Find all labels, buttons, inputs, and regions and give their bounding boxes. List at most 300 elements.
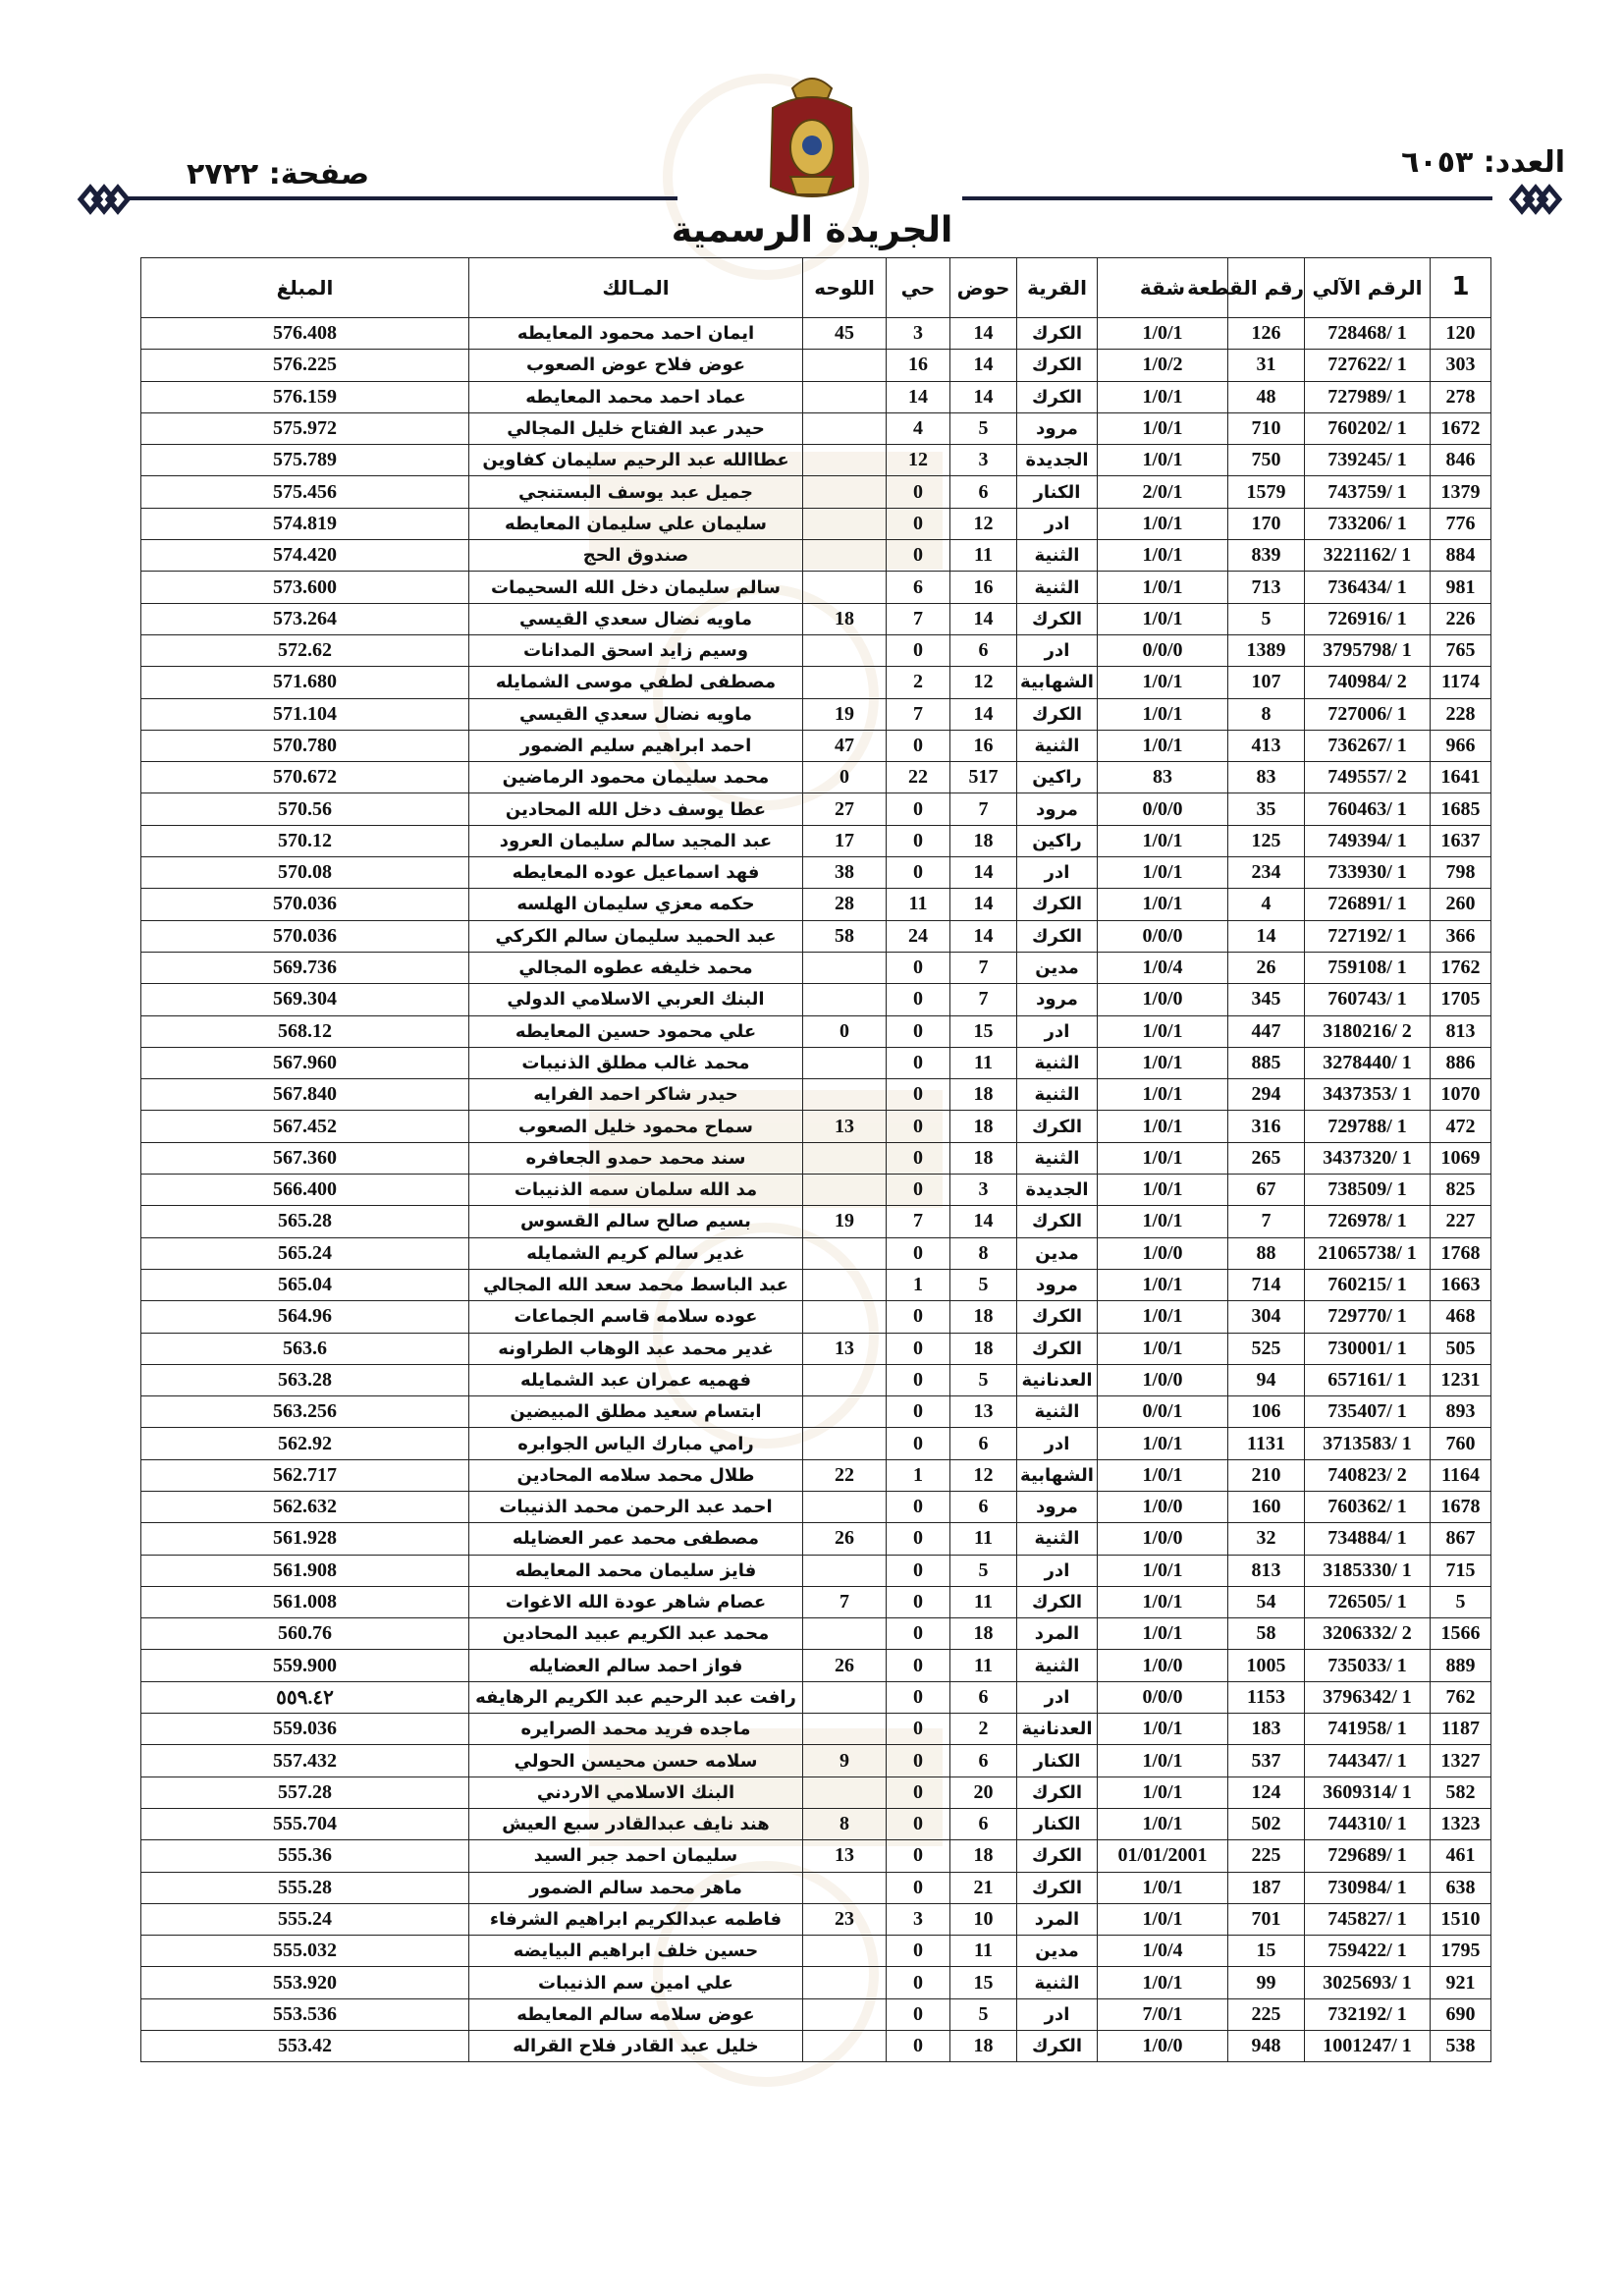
cell-plate: 23 — [803, 1903, 887, 1935]
cell-row-index: 776 — [1431, 508, 1491, 539]
cell-owner: فهد اسماعيل عوده المعايطه — [469, 857, 803, 889]
cell-apartment: 1/0/1 — [1098, 540, 1228, 572]
cell-basin: 6 — [950, 1808, 1017, 1839]
cell-basin: 15 — [950, 1967, 1017, 1998]
cell-village: ادر — [1017, 1428, 1098, 1459]
cell-village: الجديدة — [1017, 1175, 1098, 1206]
cell-amount: 562.717 — [141, 1459, 469, 1491]
cell-apartment: 1/0/2 — [1098, 350, 1228, 381]
cell-basin: 12 — [950, 508, 1017, 539]
table-row — [141, 730, 1491, 761]
cell-parcel-number: 14 — [1228, 920, 1305, 952]
cell-amount: 555.704 — [141, 1808, 469, 1839]
cell-district: 0 — [887, 1650, 950, 1681]
cell-parcel-number: 701 — [1228, 1903, 1305, 1935]
cell-plate — [803, 1301, 887, 1333]
cell-plate: 0 — [803, 1015, 887, 1047]
cell-auto-number: 1 /727006 — [1305, 698, 1431, 730]
cell-district: 0 — [887, 476, 950, 508]
cell-plate — [803, 952, 887, 983]
table-row — [141, 476, 1491, 508]
cell-apartment: 1/0/1 — [1098, 381, 1228, 412]
cell-district: 0 — [887, 1237, 950, 1269]
cell-plate — [803, 1872, 887, 1903]
cell-plate — [803, 476, 887, 508]
cell-auto-number: 2 /3206332 — [1305, 1618, 1431, 1650]
cell-auto-number: 1 /726891 — [1305, 889, 1431, 920]
cell-auto-number: 1 /738509 — [1305, 1175, 1431, 1206]
cell-amount: 573.600 — [141, 572, 469, 603]
cell-owner: غدير محمد عبد الوهاب الطراونه — [469, 1333, 803, 1364]
cell-plate — [803, 1618, 887, 1650]
cell-apartment: 1/0/1 — [1098, 1872, 1228, 1903]
table-row — [141, 1079, 1491, 1111]
table-row — [141, 572, 1491, 603]
cell-apartment: 1/0/1 — [1098, 698, 1228, 730]
cell-parcel-number: 8 — [1228, 698, 1305, 730]
cell-district: 12 — [887, 445, 950, 476]
cell-apartment: 1/0/1 — [1098, 572, 1228, 603]
cell-basin: 5 — [950, 1998, 1017, 2030]
cell-village: الثنية — [1017, 1967, 1098, 1998]
table-row — [141, 793, 1491, 825]
cell-district: 0 — [887, 1333, 950, 1364]
cell-basin: 21 — [950, 1872, 1017, 1903]
cell-parcel-number: 99 — [1228, 1967, 1305, 1998]
cell-plate — [803, 1396, 887, 1428]
cell-district: 3 — [887, 1903, 950, 1935]
cell-owner: عبد المجيد سالم سليمان العرود — [469, 825, 803, 856]
table-row — [141, 1523, 1491, 1555]
cell-village: الكرك — [1017, 350, 1098, 381]
cell-district: 0 — [887, 952, 950, 983]
cell-basin: 6 — [950, 476, 1017, 508]
cell-row-index: 825 — [1431, 1175, 1491, 1206]
cell-apartment: 1/0/0 — [1098, 1237, 1228, 1269]
cell-owner: فاطمه عبدالكريم ابراهيم الشرفاء — [469, 1903, 803, 1935]
cell-basin: 14 — [950, 350, 1017, 381]
cell-parcel-number: 1579 — [1228, 476, 1305, 508]
cell-owner: مصطفى لطفي موسى الشمايله — [469, 667, 803, 698]
cell-owner: رافت عبد الرحيم عبد الكريم الرهايفه — [469, 1681, 803, 1713]
cell-parcel-number: 813 — [1228, 1555, 1305, 1586]
cell-village: الشهابية — [1017, 667, 1098, 698]
cell-owner: مصطفى محمد عمر العضايله — [469, 1523, 803, 1555]
cell-amount: 573.264 — [141, 603, 469, 634]
cell-auto-number: 1 /730984 — [1305, 1872, 1431, 1903]
cell-owner: ابتسام سعيد مطلق المبيضين — [469, 1396, 803, 1428]
cell-apartment: 1/0/1 — [1098, 730, 1228, 761]
cell-parcel-number: 160 — [1228, 1491, 1305, 1522]
cell-amount: 576.408 — [141, 318, 469, 350]
table-row — [141, 412, 1491, 444]
cell-parcel-number: 345 — [1228, 984, 1305, 1015]
cell-auto-number: 1 /726916 — [1305, 603, 1431, 634]
cell-apartment: 1/0/0 — [1098, 1364, 1228, 1395]
cell-plate — [803, 1714, 887, 1745]
cell-amount: 563.6 — [141, 1333, 469, 1364]
cell-auto-number: 1 /3185330 — [1305, 1555, 1431, 1586]
cell-amount: 566.400 — [141, 1175, 469, 1206]
cell-parcel-number: 225 — [1228, 1998, 1305, 2030]
cell-auto-number: 1 /760215 — [1305, 1269, 1431, 1300]
cell-row-index: 1070 — [1431, 1079, 1491, 1111]
cell-parcel-number: 885 — [1228, 1047, 1305, 1078]
cell-amount: 561.908 — [141, 1555, 469, 1586]
cell-village: الثنية — [1017, 1079, 1098, 1111]
cell-plate — [803, 1079, 887, 1111]
cell-village: الثنية — [1017, 730, 1098, 761]
cell-apartment: 1/0/1 — [1098, 825, 1228, 856]
cell-plate: 19 — [803, 698, 887, 730]
cell-basin: 12 — [950, 667, 1017, 698]
cell-amount: 557.28 — [141, 1777, 469, 1808]
cell-parcel-number: 32 — [1228, 1523, 1305, 1555]
cell-row-index: 461 — [1431, 1840, 1491, 1872]
cell-auto-number: 1 /732192 — [1305, 1998, 1431, 2030]
cell-apartment: 1/0/1 — [1098, 1586, 1228, 1617]
cell-amount: 567.452 — [141, 1111, 469, 1142]
table-row — [141, 1903, 1491, 1935]
cell-apartment: 1/0/1 — [1098, 1015, 1228, 1047]
cell-row-index: 1678 — [1431, 1491, 1491, 1522]
cell-basin: 3 — [950, 445, 1017, 476]
cell-plate: 0 — [803, 762, 887, 793]
cell-district: 0 — [887, 540, 950, 572]
cell-basin: 6 — [950, 634, 1017, 666]
gazette-title: الجريدة الرسمية — [671, 210, 953, 250]
cell-row-index: 1672 — [1431, 412, 1491, 444]
column-header-auto-number: الرقم الآلي — [1305, 258, 1431, 318]
cell-plate — [803, 381, 887, 412]
cell-owner: البنك العربي الاسلامي الدولي — [469, 984, 803, 1015]
cell-village: الكرك — [1017, 381, 1098, 412]
cell-apartment: 1/0/1 — [1098, 1301, 1228, 1333]
cell-district: 22 — [887, 762, 950, 793]
table-row — [141, 1586, 1491, 1617]
cell-auto-number: 1 /744310 — [1305, 1808, 1431, 1839]
cell-apartment: 1/0/1 — [1098, 1333, 1228, 1364]
cell-basin: 14 — [950, 920, 1017, 952]
cell-apartment: 1/0/1 — [1098, 508, 1228, 539]
cell-district: 0 — [887, 1872, 950, 1903]
table-row — [141, 1142, 1491, 1174]
cell-row-index: 582 — [1431, 1777, 1491, 1808]
cell-auto-number: 1 /727622 — [1305, 350, 1431, 381]
cell-amount: 555.36 — [141, 1840, 469, 1872]
cell-village: المرد — [1017, 1618, 1098, 1650]
table-row — [141, 2031, 1491, 2062]
cell-apartment: 7/0/1 — [1098, 1998, 1228, 2030]
cell-plate: 18 — [803, 603, 887, 634]
cell-parcel-number: 4 — [1228, 889, 1305, 920]
cell-parcel-number: 525 — [1228, 1333, 1305, 1364]
cell-owner: ماجده فريد محمد الصرايره — [469, 1714, 803, 1745]
cell-apartment: 1/0/4 — [1098, 1936, 1228, 1967]
cell-district: 7 — [887, 698, 950, 730]
cell-district: 7 — [887, 1206, 950, 1237]
cell-village: الثنية — [1017, 540, 1098, 572]
cell-owner: محمد خليفه عطوه المجالي — [469, 952, 803, 983]
cell-row-index: 303 — [1431, 350, 1491, 381]
cell-district: 1 — [887, 1269, 950, 1300]
table-row — [141, 634, 1491, 666]
cell-auto-number: 1 /733930 — [1305, 857, 1431, 889]
page-number: صفحة: ٢٧٢٢ — [187, 157, 370, 191]
cell-plate: 22 — [803, 1459, 887, 1491]
cell-row-index: 366 — [1431, 920, 1491, 952]
cell-amount: 571.680 — [141, 667, 469, 698]
cell-row-index: 889 — [1431, 1650, 1491, 1681]
cell-auto-number: 1 /1001247 — [1305, 2031, 1431, 2062]
cell-apartment: 0/0/1 — [1098, 1396, 1228, 1428]
cell-owner: علي امين سم الذنيبات — [469, 1967, 803, 1998]
issue-number: العدد: ٦٠٥٣ — [1401, 145, 1565, 180]
cell-amount: 576.225 — [141, 350, 469, 381]
cell-row-index: 813 — [1431, 1015, 1491, 1047]
cell-apartment: 1/0/1 — [1098, 1903, 1228, 1935]
cell-basin: 11 — [950, 1586, 1017, 1617]
cell-amount: 570.12 — [141, 825, 469, 856]
cell-village: ادر — [1017, 508, 1098, 539]
cell-plate: 26 — [803, 1650, 887, 1681]
cell-apartment: 1/0/1 — [1098, 857, 1228, 889]
table-header-row — [141, 258, 1491, 318]
table-row — [141, 603, 1491, 634]
cell-owner: حيدر عبد الفتاح خليل المجالي — [469, 412, 803, 444]
cell-row-index: 1231 — [1431, 1364, 1491, 1395]
cell-amount: 565.28 — [141, 1206, 469, 1237]
cell-amount: 570.672 — [141, 762, 469, 793]
cell-row-index: 1327 — [1431, 1745, 1491, 1777]
cell-owner: علي محمود حسين المعايطه — [469, 1015, 803, 1047]
cell-village: الكرك — [1017, 1301, 1098, 1333]
cell-auto-number: 1 /734884 — [1305, 1523, 1431, 1555]
cell-basin: 517 — [950, 762, 1017, 793]
cell-owner: ماويه نضال سعدي القيسي — [469, 698, 803, 730]
cell-auto-number: 1 /744347 — [1305, 1745, 1431, 1777]
cell-village: الكرك — [1017, 603, 1098, 634]
cell-plate: 45 — [803, 318, 887, 350]
cell-district: 0 — [887, 508, 950, 539]
cell-basin: 16 — [950, 572, 1017, 603]
table-row — [141, 825, 1491, 856]
cell-parcel-number: 713 — [1228, 572, 1305, 603]
table-row — [141, 350, 1491, 381]
cell-row-index: 278 — [1431, 381, 1491, 412]
cell-district: 3 — [887, 318, 950, 350]
cell-amount: 562.632 — [141, 1491, 469, 1522]
cell-village: الكرك — [1017, 1872, 1098, 1903]
table-row — [141, 445, 1491, 476]
cell-district: 0 — [887, 1618, 950, 1650]
cell-basin: 2 — [950, 1714, 1017, 1745]
cell-apartment: 1/0/4 — [1098, 952, 1228, 983]
cell-row-index: 1705 — [1431, 984, 1491, 1015]
table-row — [141, 1998, 1491, 2030]
cell-village: مدين — [1017, 952, 1098, 983]
cell-amount: 571.104 — [141, 698, 469, 730]
cell-row-index: 966 — [1431, 730, 1491, 761]
cell-basin: 18 — [950, 1301, 1017, 1333]
cell-row-index: 884 — [1431, 540, 1491, 572]
cell-owner: ماهر محمد سالم الضمور — [469, 1872, 803, 1903]
cell-row-index: 472 — [1431, 1111, 1491, 1142]
cell-basin: 3 — [950, 1175, 1017, 1206]
cell-village: ادر — [1017, 857, 1098, 889]
cell-row-index: 1069 — [1431, 1142, 1491, 1174]
cell-basin: 14 — [950, 889, 1017, 920]
cell-amount: 555.24 — [141, 1903, 469, 1935]
cell-plate: 13 — [803, 1333, 887, 1364]
cell-district: 16 — [887, 350, 950, 381]
cell-auto-number: 1 /729689 — [1305, 1840, 1431, 1872]
cell-parcel-number: 234 — [1228, 857, 1305, 889]
cell-apartment: 1/0/1 — [1098, 318, 1228, 350]
cell-owner: هند نايف عبدالقادر سبع العيش — [469, 1808, 803, 1839]
cell-apartment: 1/0/0 — [1098, 1523, 1228, 1555]
table-row — [141, 1872, 1491, 1903]
cell-auto-number: 1 /760202 — [1305, 412, 1431, 444]
cell-district: 0 — [887, 1396, 950, 1428]
cell-owner: مد الله سلمان سمه الذنيبات — [469, 1175, 803, 1206]
cell-basin: 16 — [950, 730, 1017, 761]
cell-row-index: 5 — [1431, 1586, 1491, 1617]
cell-amount: 559.036 — [141, 1714, 469, 1745]
cell-district: 0 — [887, 1111, 950, 1142]
cell-row-index: 760 — [1431, 1428, 1491, 1459]
cell-owner: احمد عبد الرحمن محمد الذنيبات — [469, 1491, 803, 1522]
cell-row-index: 1510 — [1431, 1903, 1491, 1935]
cell-district: 0 — [887, 825, 950, 856]
cell-auto-number: 1 /3221162 — [1305, 540, 1431, 572]
cell-amount: 570.56 — [141, 793, 469, 825]
header-rule-right — [962, 196, 1492, 200]
table-row — [141, 1237, 1491, 1269]
cell-apartment: 2/0/1 — [1098, 476, 1228, 508]
cell-basin: 10 — [950, 1903, 1017, 1935]
cell-auto-number: 1 /3713583 — [1305, 1428, 1431, 1459]
cell-basin: 18 — [950, 2031, 1017, 2062]
cell-apartment: 1/0/1 — [1098, 1777, 1228, 1808]
cell-plate: 13 — [803, 1840, 887, 1872]
cell-amount: 565.24 — [141, 1237, 469, 1269]
cell-plate — [803, 412, 887, 444]
table-row — [141, 1364, 1491, 1395]
table-row — [141, 1681, 1491, 1713]
cell-basin: 12 — [950, 1459, 1017, 1491]
cell-village: الجديدة — [1017, 445, 1098, 476]
cell-district: 0 — [887, 1714, 950, 1745]
cell-plate — [803, 1142, 887, 1174]
cell-basin: 5 — [950, 1364, 1017, 1395]
cell-parcel-number: 210 — [1228, 1459, 1305, 1491]
cell-parcel-number: 124 — [1228, 1777, 1305, 1808]
cell-basin: 6 — [950, 1681, 1017, 1713]
cell-district: 4 — [887, 412, 950, 444]
table-row — [141, 1047, 1491, 1078]
cell-auto-number: 1 /730001 — [1305, 1333, 1431, 1364]
cell-auto-number: 1 /736267 — [1305, 730, 1431, 761]
cell-district: 0 — [887, 1681, 950, 1713]
cell-district: 0 — [887, 1491, 950, 1522]
cell-parcel-number: 537 — [1228, 1745, 1305, 1777]
cell-auto-number: 1 /727989 — [1305, 381, 1431, 412]
table-row — [141, 1428, 1491, 1459]
cell-owner: ماويه نضال سعدي القيسي — [469, 603, 803, 634]
cell-plate — [803, 1237, 887, 1269]
cell-village: ادر — [1017, 1555, 1098, 1586]
table-row — [141, 889, 1491, 920]
cell-plate — [803, 1555, 887, 1586]
cell-basin: 18 — [950, 1333, 1017, 1364]
column-header-apartment: شقة — [1098, 258, 1228, 318]
cell-owner: عوض فلاح عوض الصعوب — [469, 350, 803, 381]
cell-row-index: 1187 — [1431, 1714, 1491, 1745]
cell-village: الثنية — [1017, 1396, 1098, 1428]
cell-row-index: 1795 — [1431, 1936, 1491, 1967]
cell-district: 2 — [887, 667, 950, 698]
cell-row-index: 226 — [1431, 603, 1491, 634]
cell-row-index: 690 — [1431, 1998, 1491, 2030]
cell-basin: 18 — [950, 825, 1017, 856]
cell-village: الكرك — [1017, 1111, 1098, 1142]
cell-amount: 567.360 — [141, 1142, 469, 1174]
cell-parcel-number: 447 — [1228, 1015, 1305, 1047]
cell-row-index: 1641 — [1431, 762, 1491, 793]
cell-district: 0 — [887, 1015, 950, 1047]
cell-row-index: 468 — [1431, 1301, 1491, 1333]
cell-district: 0 — [887, 1998, 950, 2030]
cell-row-index: 981 — [1431, 572, 1491, 603]
cell-owner: احمد ابراهيم سليم الضمور — [469, 730, 803, 761]
cell-village: الثنية — [1017, 1047, 1098, 1078]
cell-district: 11 — [887, 889, 950, 920]
cell-owner: رامي مبارك الياس الجوابره — [469, 1428, 803, 1459]
cell-apartment: 1/0/0 — [1098, 1491, 1228, 1522]
cell-apartment: 1/0/1 — [1098, 1428, 1228, 1459]
table-row — [141, 1745, 1491, 1777]
cell-village: الكرك — [1017, 1777, 1098, 1808]
cell-village: مرود — [1017, 412, 1098, 444]
cell-auto-number: 1 /735407 — [1305, 1396, 1431, 1428]
cell-owner: سلامه حسن محيسن الحولي — [469, 1745, 803, 1777]
cell-parcel-number: 839 — [1228, 540, 1305, 572]
cell-parcel-number: 15 — [1228, 1936, 1305, 1967]
cell-apartment: 1/0/1 — [1098, 603, 1228, 634]
cell-amount: 557.432 — [141, 1745, 469, 1777]
cell-plate: 19 — [803, 1206, 887, 1237]
cell-owner: وسيم زايد اسحق المدانات — [469, 634, 803, 666]
cell-plate — [803, 445, 887, 476]
cell-district: 0 — [887, 1364, 950, 1395]
cell-basin: 18 — [950, 1618, 1017, 1650]
cell-auto-number: 1 /3025693 — [1305, 1967, 1431, 1998]
cell-plate: 17 — [803, 825, 887, 856]
cell-apartment: 0/0/0 — [1098, 793, 1228, 825]
cell-amount: 559.900 — [141, 1650, 469, 1681]
table-row — [141, 1967, 1491, 1998]
cell-row-index: 1768 — [1431, 1237, 1491, 1269]
cell-amount: 574.420 — [141, 540, 469, 572]
cell-amount: 553.920 — [141, 1967, 469, 1998]
cell-amount: 560.76 — [141, 1618, 469, 1650]
cell-district: 7 — [887, 603, 950, 634]
cell-village: مرود — [1017, 793, 1098, 825]
cell-row-index: 1566 — [1431, 1618, 1491, 1650]
cell-parcel-number: 170 — [1228, 508, 1305, 539]
cell-parcel-number: 1131 — [1228, 1428, 1305, 1459]
